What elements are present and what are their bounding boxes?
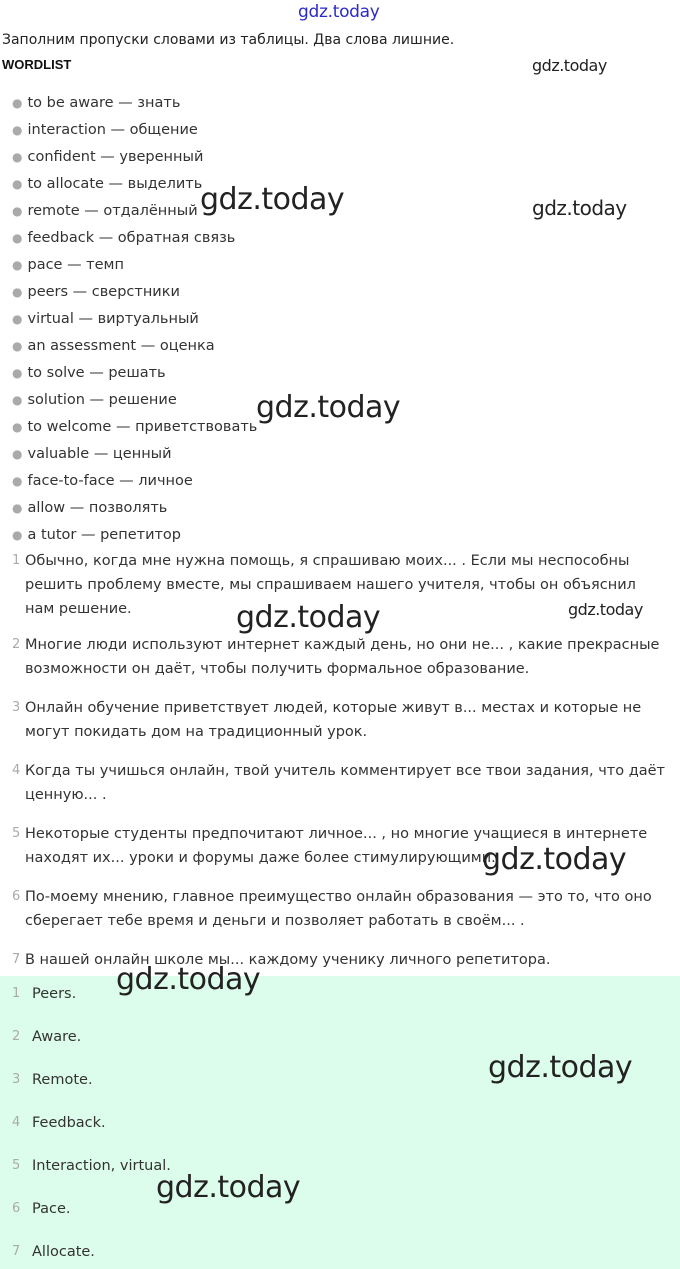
bullet-icon: ● [12,501,23,515]
list-item: ● pace — темп [12,257,124,273]
task-item [0,696,672,744]
task-text: В нашей онлайн школе мы... каждому ученику личного репетитора. [25,952,551,968]
watermark: gdz.today [156,1170,301,1205]
answer-text: Peers. [32,986,77,1002]
task-item [0,948,672,972]
answer-text: Pace. [32,1201,71,1217]
bullet-icon: ● [12,177,23,191]
answer-number: 7 [12,1244,21,1259]
bullet-icon: ● [12,150,23,164]
answer-text: Allocate. [32,1244,95,1260]
list-item: ● to solve — решать [12,365,166,381]
watermark: gdz.today [482,842,627,877]
bullet-icon: ● [12,528,23,542]
bullet-icon: ● [12,204,23,218]
task-item [0,633,672,681]
task-number: 4 [12,763,21,778]
bullet-icon: ● [12,474,23,488]
answer-number: 6 [12,1201,21,1216]
task-number: 3 [12,700,21,715]
list-item: ● remote — отдалённый [12,203,198,219]
bullet-icon: ● [12,258,23,272]
watermark-top: gdz.today [298,2,380,22]
task-text: Некоторые студенты предпочитают личное... , но многие учащиеся в интернете находят их... уроки и форумы даже более стимулирующими. [25,826,648,866]
task-number: 2 [12,637,21,652]
task-text: Обычно, когда мне нужна помощь, я спрашиваю моих... . Если мы неспособны решить проблему вместе, мы спрашиваем нашего учителя, чтобы он объяснил нам решение. [25,553,636,617]
watermark: gdz.today [116,962,261,997]
answer-number: 3 [12,1072,21,1087]
answers-block [0,976,680,1269]
bullet-icon: ● [12,366,23,380]
list-item: ● confident — уверенный [12,149,204,165]
list-item: ● valuable — ценный [12,446,172,462]
list-item: ● interaction — общение [12,122,198,138]
answer-number: 1 [12,986,21,1001]
bullet-icon: ● [12,123,23,137]
task-number: 1 [12,553,21,568]
list-item: ● to welcome — приветствовать [12,419,258,435]
answer-text: Aware. [32,1029,82,1045]
list-item: ● face-to-face — личное [12,473,193,489]
task-item [0,885,672,933]
bullet-icon: ● [12,447,23,461]
watermark: gdz.today [200,182,345,217]
list-item: ● to be aware — знать [12,95,181,111]
answer-number: 2 [12,1029,21,1044]
watermark: gdz.today [532,56,607,75]
watermark: gdz.today [256,390,401,425]
task-number: 6 [12,889,21,904]
answer-text: Feedback. [32,1115,106,1131]
list-item: ● a tutor — репетитор [12,527,182,543]
watermark: gdz.today [488,1050,633,1085]
bullet-icon: ● [12,420,23,434]
answer-text: Interaction, virtual. [32,1158,171,1174]
watermark: gdz.today [532,196,627,220]
task-number: 5 [12,826,21,841]
wordlist-heading: WORDLIST [2,57,72,72]
task-instruction: Заполним пропуски словами из таблицы. Два слова лишние. [2,32,455,48]
task-number: 7 [12,952,21,967]
list-item: ● an assessment — оценка [12,338,215,354]
list-item: ● solution — решение [12,392,177,408]
bullet-icon: ● [12,393,23,407]
list-item: ● peers — сверстники [12,284,180,300]
list-item: ● virtual — виртуальный [12,311,199,327]
answer-number: 5 [12,1158,21,1173]
list-item: ● feedback — обратная связь [12,230,236,246]
task-text: Онлайн обучение приветствует людей, которые живут в... местах и которые не могут покидать дом на традиционный урок. [25,700,642,740]
answer-text: Remote. [32,1072,93,1088]
task-text: Многие люди используют интернет каждый день, но они не... , какие прекрасные возможности он даёт, чтобы получить формальное образование. [25,637,660,677]
watermark: gdz.today [236,600,381,635]
bullet-icon: ● [12,231,23,245]
task-item [0,759,672,807]
bullet-icon: ● [12,339,23,353]
bullet-icon: ● [12,285,23,299]
list-item: ● allow — позволять [12,500,168,516]
list-item: ● to allocate — выделить [12,176,203,192]
bullet-icon: ● [12,312,23,326]
bullet-icon: ● [12,96,23,110]
watermark: gdz.today [568,600,643,619]
task-text: По-моему мнению, главное преимущество онлайн образования — это то, что оно сберегает тебе время и деньги и позволяет работать в своём... . [25,889,652,929]
task-text: Когда ты учишься онлайн, твой учитель комментирует все твои задания, что даёт ценную... . [25,763,665,803]
answer-number: 4 [12,1115,21,1130]
